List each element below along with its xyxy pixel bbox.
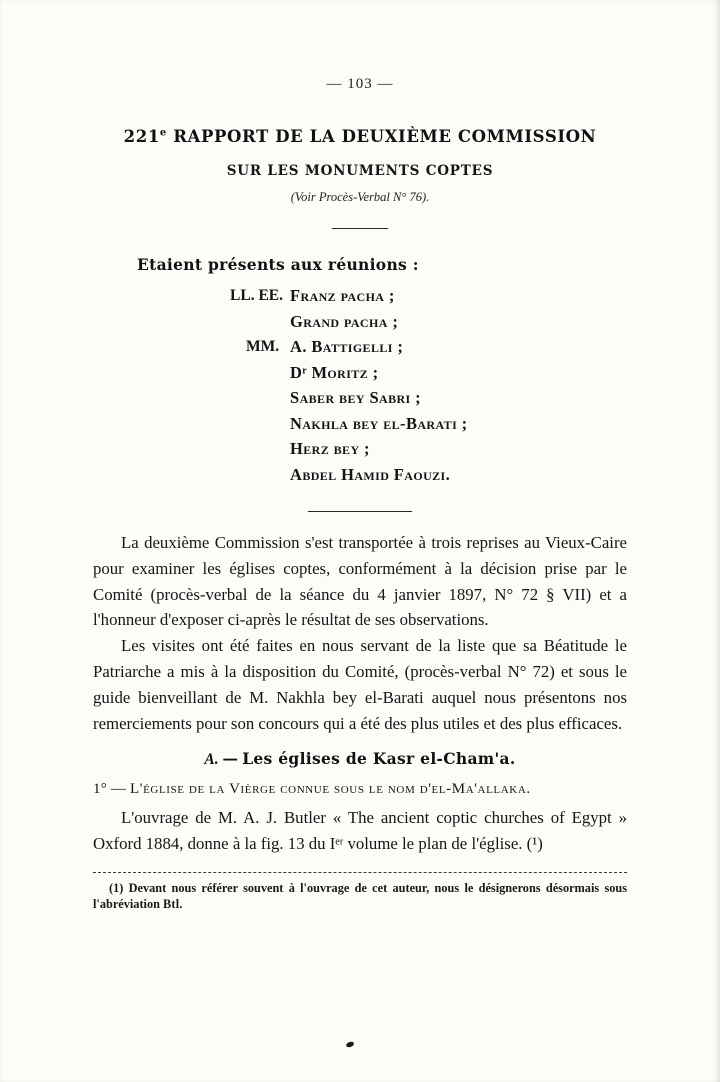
attendee-prefix [151,385,290,411]
attendees-intro: Etaient présents aux réunions : [137,255,419,274]
attendee-name: Saber bey Sabri ; [290,388,422,407]
footnote-separator [93,872,627,873]
attendee-row [151,334,627,360]
attendee-prefix [151,436,290,462]
attendee-row [151,360,627,386]
report-title-text: RAPPORT DE LA DEUXIÈME COMMISSION [173,127,597,146]
attendee-row [151,411,627,437]
attendee-prefix [151,411,290,437]
attendee-row [151,283,627,309]
paragraph: La deuxième Commission s'est transportée à trois reprises au Vieux-Caire pour examiner les églises coptes, conformément à la décision prise par le Comité (procès-verbal de la séance du 4 janvier 1897, N° 72 § VII) et a l'honneur d'exposer ci-après le résultat de ses observations. [93,533,627,630]
footnote-marker: (1) [109,880,124,895]
section-title: Les églises de Kasr el-Cham'a. [242,749,516,769]
page-number: — 103 — [326,76,394,92]
section-letter: A. [204,751,219,769]
subsection-dash: — [110,781,127,798]
attendee-row [151,309,627,335]
subsection-heading [93,781,627,798]
separator-rule-short [332,228,388,229]
attendee-name: A. Battigelli ; [290,337,404,356]
subsection-title: L'église de la Vièrge connue sous le nom d'el-Ma'allaka. [130,781,531,798]
section-heading [93,749,627,769]
paragraph: Les visites ont été faites en nous servant de la liste que sa Béatitude le Patriarche a mis à la disposition du Comité, (procès-verbal N° 72) et sous le guide bienveillant de M. Nakhla bey el-Barati auquel nous présentons nos remerciements pour son concours qui a été des plus utiles et des plus efficaces. [93,636,627,733]
attendee-name: Dʳ Moritz ; [290,362,379,382]
attendee-prefix [151,360,290,386]
footnote-text: Devant nous référer souvent à l'ouvrage de cet auteur, nous le désignerons désormais sous l'abréviation [93,880,627,912]
attendee-name: Abdel Hamid Faouzi. [290,464,451,484]
footnote [93,880,627,913]
attendee-name: Franz pacha ; [290,286,395,305]
attendee-row [151,436,627,462]
proces-verbal-reference: (Voir Procès-Verbal N° 76). [290,190,430,204]
attendee-prefix [151,309,290,335]
attendee-name: Herz bey ; [290,439,370,458]
attendee-row [151,385,627,411]
report-number: 221 [123,127,160,146]
attendee-name: Nakhla bey el-Barati ; [290,413,468,433]
section-dash: — [222,749,239,769]
subsection-number: 1° [93,781,107,798]
attendees-list [151,283,627,487]
attendee-prefix: MM. [245,338,283,355]
paragraph: L'ouvrage de M. A. J. Butler « The ancient coptic churches of Egypt » Oxford 1884, donne à la fig. 13 du Iᵉʳ volume le plan de l'église. (¹) [93,808,627,854]
attendee-name: Grand pacha ; [290,311,399,331]
footnote-abbreviation: Btl. [163,897,183,912]
page-content [93,0,627,913]
attendee-row [151,462,627,488]
separator-rule-long [308,511,412,512]
report-body-continued [93,805,627,857]
attendee-prefix: LL. EE. [230,287,283,304]
report-number-ordinal: e [159,127,167,139]
report-subtitle: SUR LES MONUMENTS COPTES [226,163,494,179]
report-title [93,127,627,146]
ink-speck [346,1041,355,1048]
report-body [93,530,627,736]
attendee-prefix [151,462,290,488]
